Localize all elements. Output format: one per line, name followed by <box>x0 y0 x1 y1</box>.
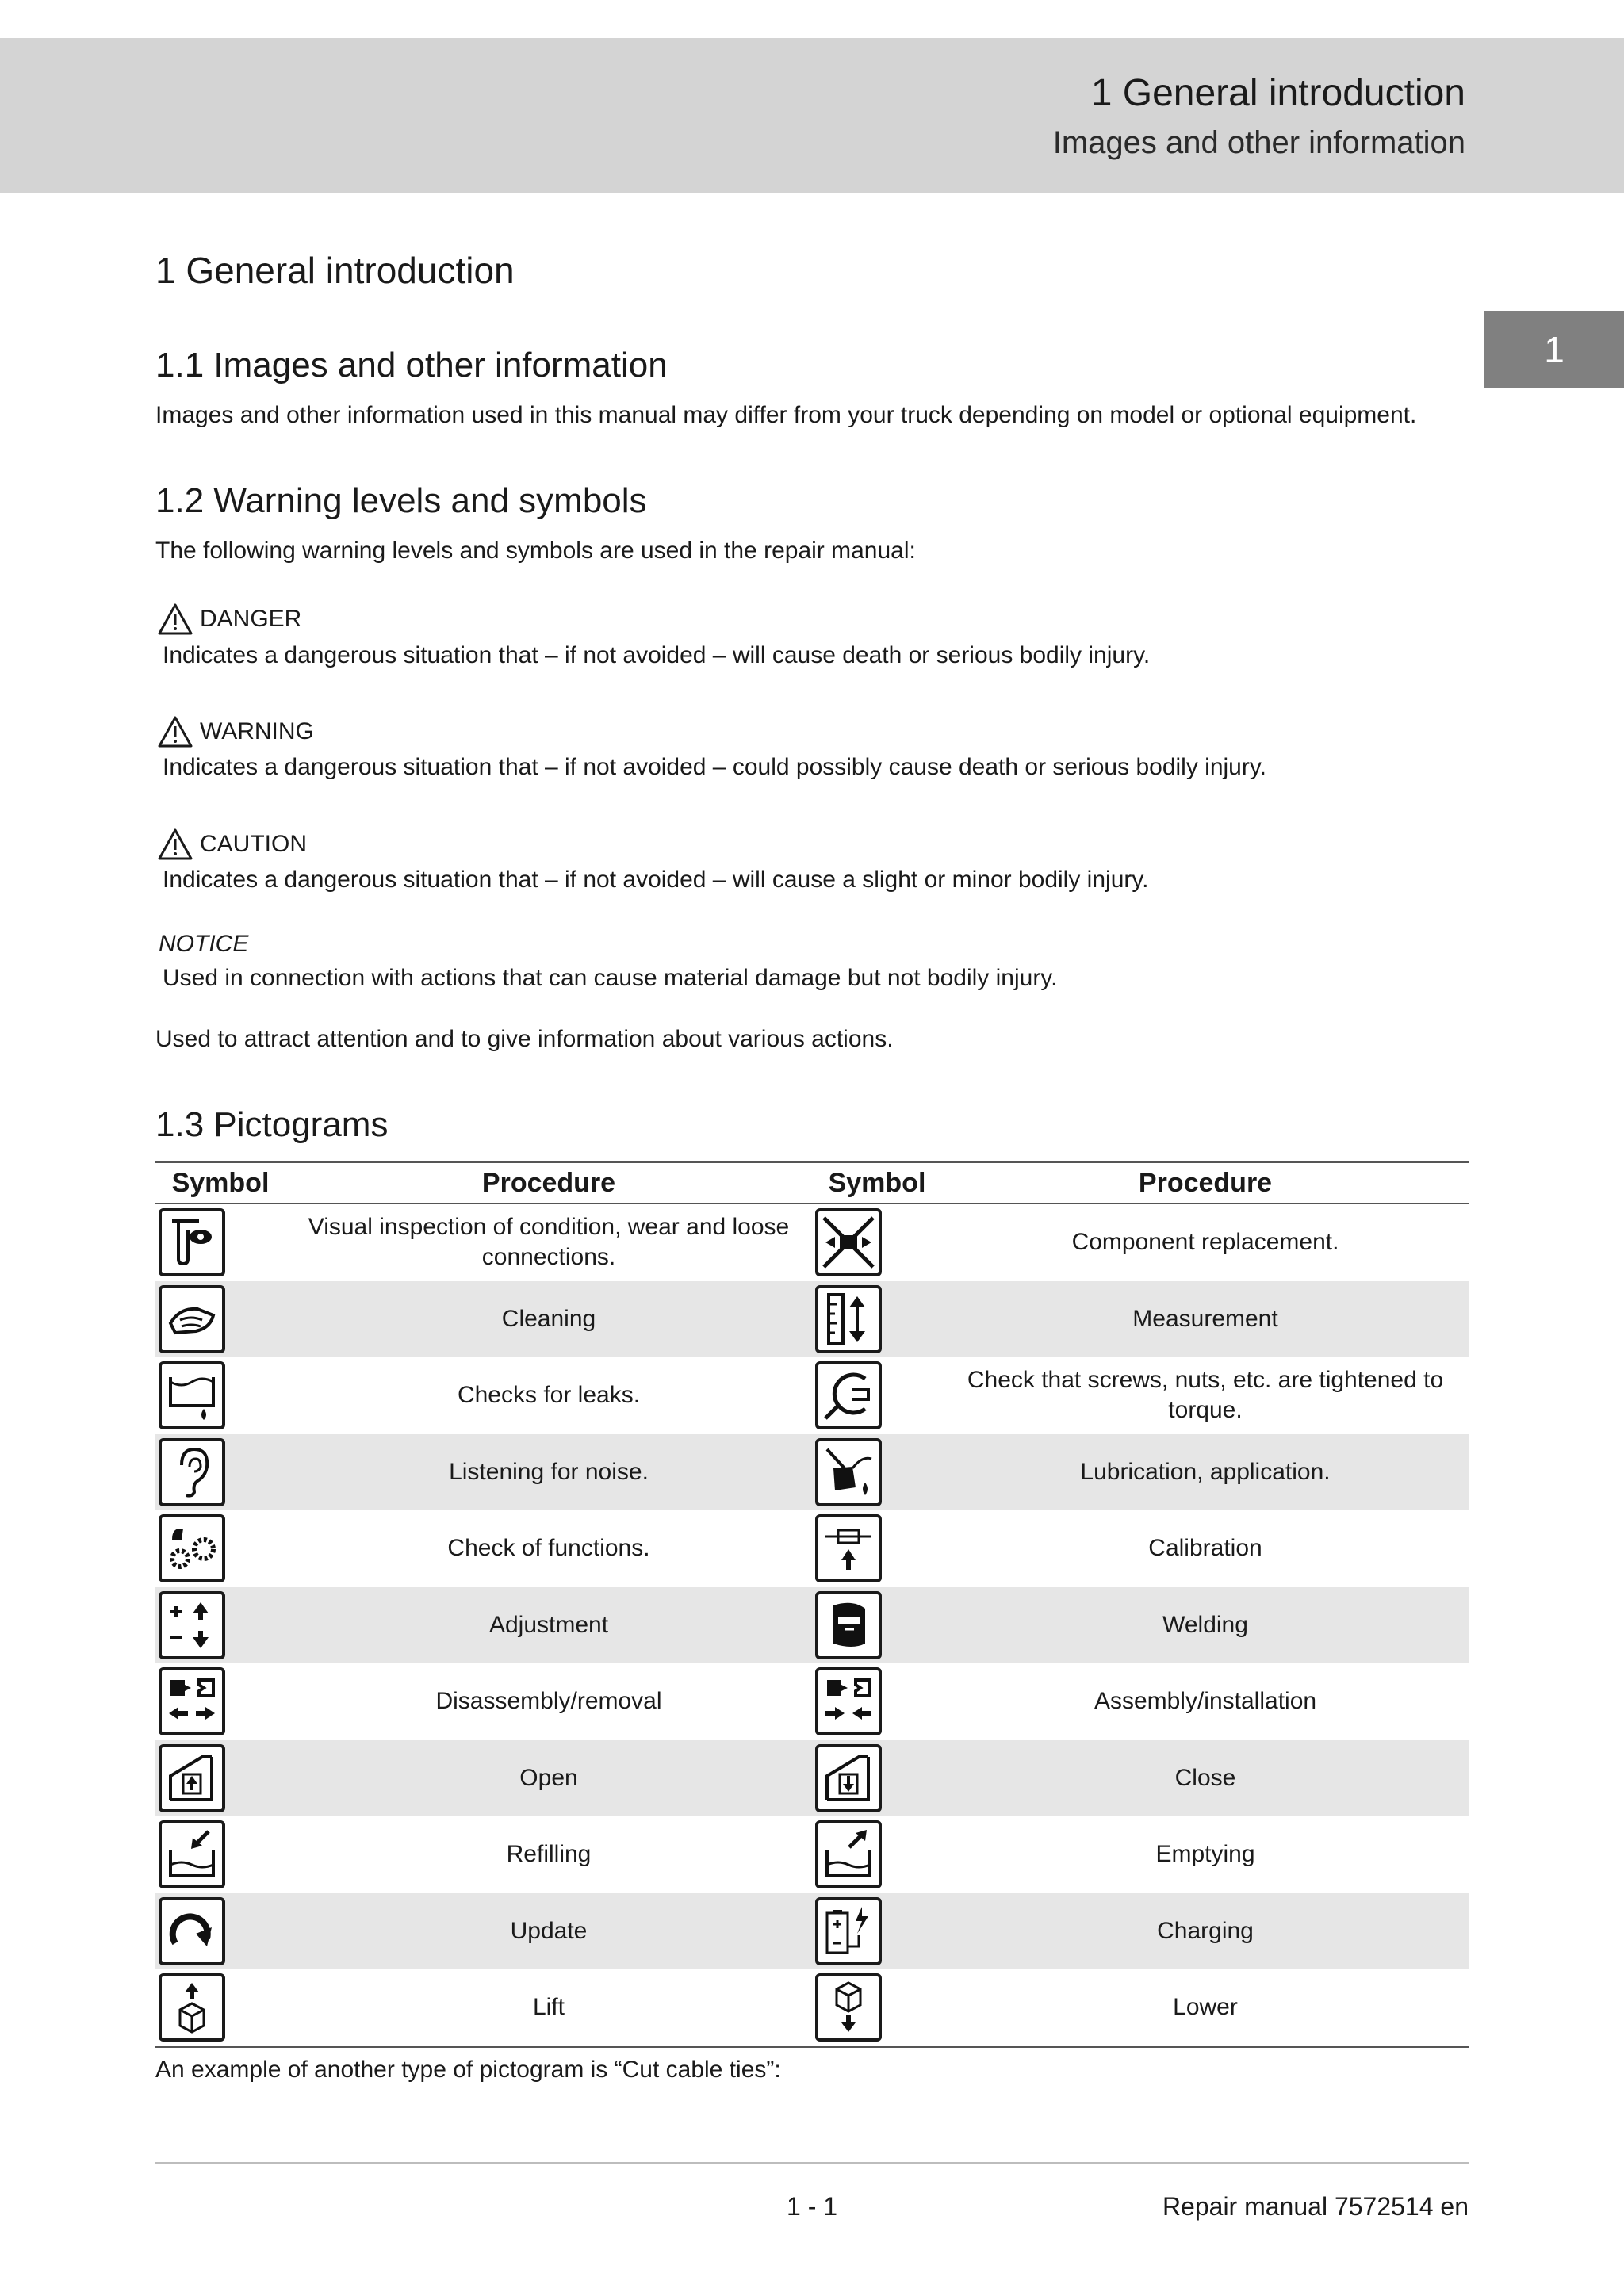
torque-check-icon <box>815 1361 882 1429</box>
page-title: 1 General introduction <box>155 250 515 291</box>
visual-inspection-icon <box>159 1208 225 1276</box>
manual-label: Repair manual <box>1162 2192 1328 2221</box>
warning-triangle-icon <box>157 603 193 636</box>
footer-divider <box>155 2162 1469 2164</box>
table-row <box>155 1357 1469 1434</box>
header-procedure: Procedure <box>1138 1167 1273 1198</box>
procedure-cell: Check of functions. <box>447 1535 650 1562</box>
table-row <box>155 1740 1469 1817</box>
leak-check-icon <box>159 1361 225 1429</box>
caution-label <box>157 828 307 861</box>
table-row <box>155 1587 1469 1664</box>
procedure-cell: Lower <box>1173 1994 1238 2021</box>
lift-icon <box>159 1973 225 2042</box>
procedure-cell: Measurement <box>1132 1305 1278 1332</box>
procedure-cell: Open <box>519 1764 578 1791</box>
table-row <box>155 1434 1469 1511</box>
table-row <box>155 1816 1469 1893</box>
disassembly-icon <box>159 1667 225 1735</box>
section-1-2-title: 1.2 Warning levels and symbols <box>155 481 647 520</box>
procedure-cell: Lift <box>532 1994 565 2021</box>
adjustment-icon <box>159 1591 225 1659</box>
procedure-cell: Lubrication, application. <box>1080 1458 1331 1485</box>
page-number: 1 - 1 <box>787 2192 838 2221</box>
manual-reference <box>1162 2192 1469 2221</box>
measurement-icon <box>815 1285 882 1353</box>
update-icon <box>159 1897 225 1965</box>
welding-icon <box>815 1591 882 1659</box>
procedure-cell: Emptying <box>1155 1841 1255 1868</box>
procedure-cell: Close <box>1174 1764 1236 1791</box>
procedure-cell: Adjustment <box>488 1611 609 1638</box>
procedure-cell: Refilling <box>506 1841 592 1868</box>
charging-icon <box>815 1897 882 1965</box>
header-procedure: Procedure <box>481 1167 616 1198</box>
open-icon <box>159 1744 225 1812</box>
component-replacement-icon <box>815 1208 882 1276</box>
oil-can-icon <box>815 1438 882 1506</box>
table-header <box>155 1163 1469 1204</box>
section-1-2-intro: The following warning levels and symbols are used in the repair manual: <box>155 538 916 564</box>
section-1-1-title: 1.1 Images and other information <box>155 346 668 385</box>
warning-text: Indicates a dangerous situation that – if not avoided – could possibly cause death or serious bodily injury. <box>163 754 1266 780</box>
procedure-cell: Welding <box>1162 1611 1248 1638</box>
warning-triangle-icon <box>157 715 193 748</box>
procedure-cell: Charging <box>1157 1917 1254 1944</box>
function-check-icon <box>159 1514 225 1582</box>
table-row <box>155 1510 1469 1587</box>
header-symbol: Symbol <box>171 1167 270 1198</box>
warning-triangle-icon <box>157 828 193 861</box>
emptying-icon <box>815 1820 882 1888</box>
procedure-cell: Assembly/installation <box>1094 1688 1317 1715</box>
chapter-tab[interactable]: 1 <box>1484 311 1624 388</box>
procedure-cell: Listening for noise. <box>449 1458 649 1485</box>
procedure-cell: Component replacement. <box>1071 1229 1339 1256</box>
table-row <box>155 1663 1469 1740</box>
header-band <box>0 38 1624 193</box>
table-row <box>155 1969 1469 2046</box>
caution-label-text: CAUTION <box>200 831 307 857</box>
lower-icon <box>815 1973 882 2042</box>
warning-label <box>157 715 314 748</box>
danger-label <box>157 603 301 636</box>
warning-label-text: WARNING <box>200 718 314 744</box>
manual-number: 7572514 en <box>1334 2192 1469 2221</box>
calibration-icon <box>815 1514 882 1582</box>
section-1-3-title: 1.3 Pictograms <box>155 1105 389 1144</box>
attention-text: Used to attract attention and to give information about various actions. <box>155 1026 894 1052</box>
procedure-cell: Checks for leaks. <box>457 1382 641 1409</box>
procedure-cell: Disassembly/removal <box>435 1688 662 1715</box>
header-title: 1 General introduction <box>1090 72 1465 114</box>
procedure-cell: Cleaning <box>501 1305 596 1332</box>
notice-text: Used in connection with actions that can cause material damage but not bodily injury. <box>163 965 1058 991</box>
table-row <box>155 1204 1469 1281</box>
procedure-cell: Calibration <box>1148 1535 1262 1562</box>
danger-text: Indicates a dangerous situation that – if not avoided – will cause death or serious bodily injury. <box>163 642 1151 668</box>
notice-label: NOTICE <box>159 931 249 957</box>
procedure-cell: Check that screws, nuts, etc. are tightened to torque. <box>967 1367 1444 1424</box>
header-subtitle: Images and other information <box>1052 125 1465 160</box>
ear-icon <box>159 1438 225 1506</box>
procedure-cell: Update <box>510 1917 588 1944</box>
danger-label-text: DANGER <box>200 606 302 632</box>
table-row <box>155 1893 1469 1970</box>
pictogram-table <box>155 1161 1469 2048</box>
caution-text: Indicates a dangerous situation that – if not avoided – will cause a slight or minor bodily injury. <box>163 867 1149 893</box>
cleaning-icon <box>159 1285 225 1353</box>
close-icon <box>815 1744 882 1812</box>
procedure-cell: Visual inspection of condition, wear and loose connections. <box>308 1214 790 1271</box>
cable-ties-text: An example of another type of pictogram is “Cut cable ties”: <box>155 2057 781 2083</box>
refilling-icon <box>159 1820 225 1888</box>
assembly-icon <box>815 1667 882 1735</box>
section-1-1-text: Images and other information used in this manual may differ from your truck depending on model or optional equipment. <box>155 402 1417 428</box>
header-symbol: Symbol <box>828 1167 926 1198</box>
table-row <box>155 1281 1469 1358</box>
